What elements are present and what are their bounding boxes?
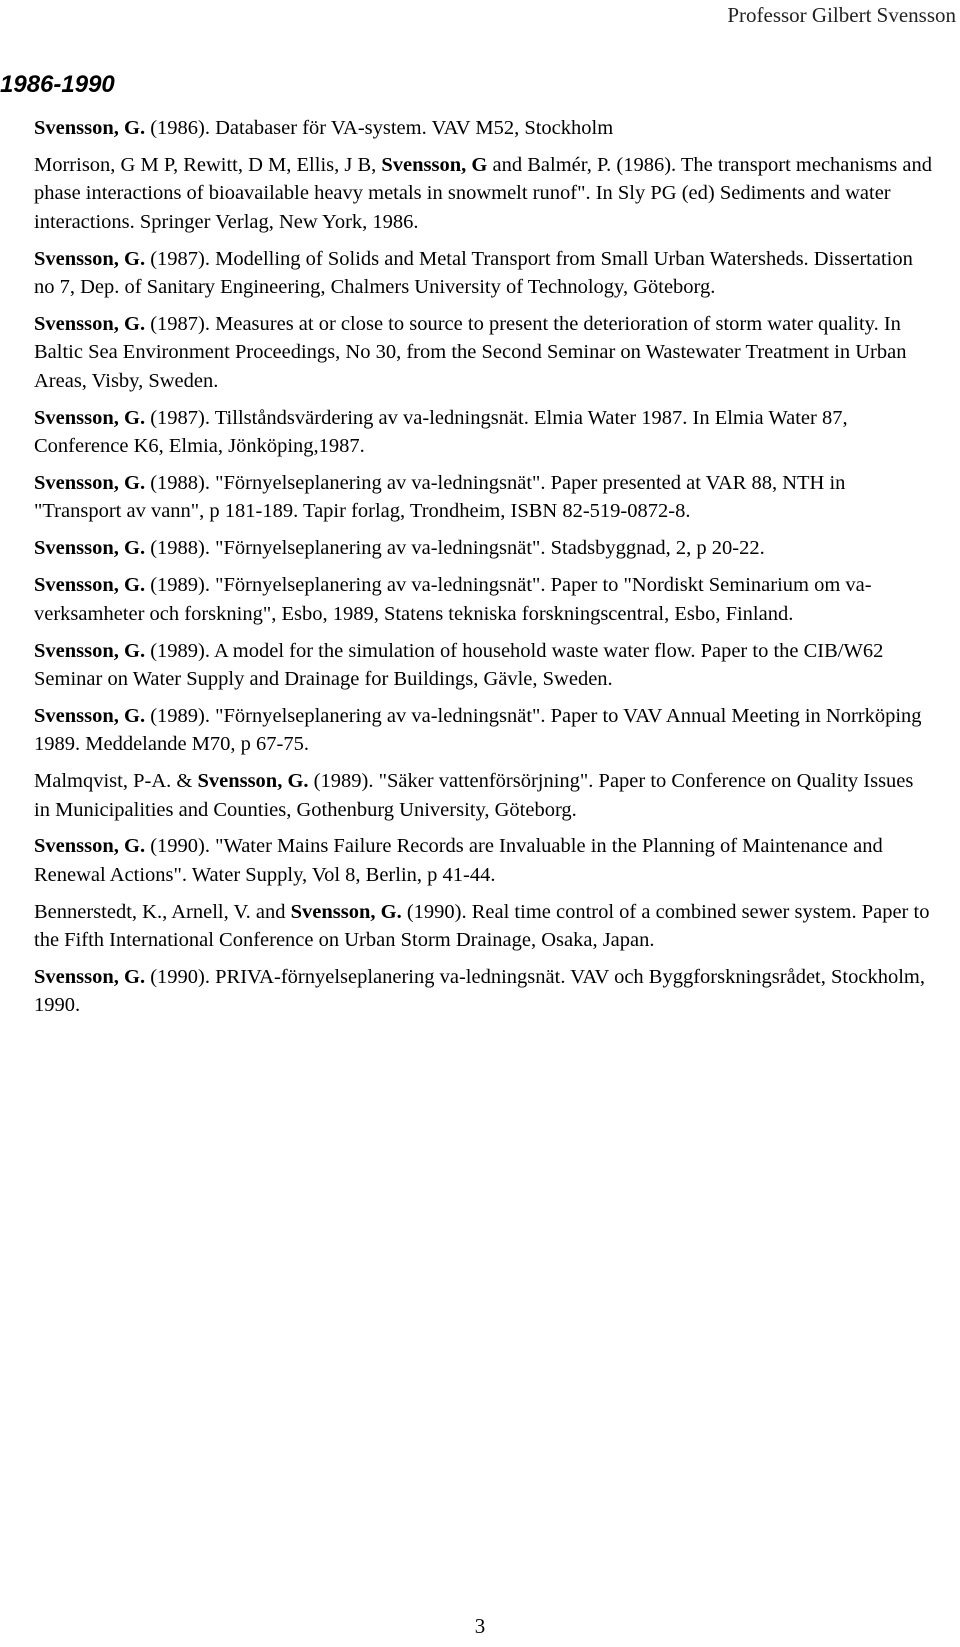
reference-author: Svensson, G. <box>34 704 146 727</box>
reference-text: (1990). "Water Mains Failure Records are Invaluable in the Planning of Maintenance and Renewal Actions". Water Supply, Vol 8, Berlin, p 41-44. <box>34 835 883 886</box>
reference-entry <box>34 404 934 461</box>
reference-text: (1988). "Förnyelseplanering av va-ledningsnät". Stadsbyggnad, 2, p 20-22. <box>145 537 765 560</box>
reference-entry <box>34 963 934 1020</box>
reference-entry <box>34 702 934 759</box>
reference-author: Svensson, G <box>381 153 488 176</box>
reference-entry <box>34 245 934 302</box>
reference-author: Svensson, G. <box>197 770 309 793</box>
page-number: 3 <box>474 1614 486 1638</box>
reference-text: (1987). Modelling of Solids and Metal Transport from Small Urban Watersheds. Dissertation no 7, Dep. of Sanitary Engineering, Chalmers University of Technology, Göteborg. <box>34 247 913 299</box>
reference-entry <box>34 767 934 824</box>
running-header: Professor Gilbert Svensson <box>727 3 956 27</box>
reference-entry <box>34 571 934 628</box>
reference-entry <box>34 114 934 142</box>
reference-text: (1989). "Förnyelseplanering av va-ledningsnät". Paper to VAV Annual Meeting in Norrköping 1989. Meddelande M70, p 67-75. <box>34 704 922 756</box>
reference-author: Svensson, G. <box>34 406 146 429</box>
reference-entry <box>34 898 934 955</box>
reference-author: Svensson, G. <box>34 835 146 858</box>
reference-coauthors: Bennerstedt, K., Arnell, V. and <box>34 900 291 923</box>
reference-text: (1990). Real time control of a combined sewer system. Paper to the Fifth International Conference on Urban Storm Drainage, Osaka, Japan. <box>34 900 930 952</box>
reference-text: (1990). PRIVA-förnyelseplanering va-ledningsnät. VAV och Byggforskningsrådet, Stockholm, 1990. <box>34 966 925 1017</box>
reference-text: (1987). Tillståndsvärdering av va-ledningsnät. Elmia Water 1987. In Elmia Water 87, Conference K6, Elmia, Jönköping,1987. <box>34 406 848 458</box>
reference-author: Svensson, G. <box>34 966 146 989</box>
reference-entry <box>34 310 934 395</box>
reference-list <box>34 114 934 1028</box>
reference-author: Svensson, G. <box>34 537 146 560</box>
section-title: 1986-1990 <box>0 71 115 98</box>
reference-coauthors: Malmqvist, P-A. & <box>34 770 198 793</box>
reference-author: Svensson, G. <box>34 574 146 597</box>
reference-author: Svensson, G. <box>34 312 146 335</box>
reference-author: Svensson, G. <box>34 117 146 139</box>
reference-author: Svensson, G. <box>34 471 146 494</box>
reference-entry <box>34 151 934 236</box>
reference-author: Svensson, G. <box>34 639 146 662</box>
reference-text: (1989). "Förnyelseplanering av va-ledningsnät". Paper to "Nordiskt Seminarium om va-verksamheter och forskning", Esbo, 1989, Statens tekniska forskningscentral, Esbo, Finland. <box>34 574 872 625</box>
reference-author: Svensson, G. <box>290 900 402 923</box>
reference-entry <box>34 534 934 562</box>
reference-author: Svensson, G. <box>34 247 146 270</box>
reference-text: (1987). Measures at or close to source to present the deterioration of storm water quality. In Baltic Sea Environment Proceedings, No 30, from the Second Seminar on Wastewater Treatment in Urban Areas, Visby, Sweden. <box>34 312 907 392</box>
reference-text: (1988). "Förnyelseplanering av va-ledningsnät". Paper presented at VAR 88, NTH in "Transport av vann", p 181-189. Tapir forlag, Trondheim, ISBN 82-519-0872-8. <box>34 471 846 523</box>
reference-text: (1986). Databaser för VA-system. VAV M52, Stockholm <box>145 117 614 139</box>
reference-entry <box>34 469 934 526</box>
reference-text: (1989). A model for the simulation of household waste water flow. Paper to the CIB/W62 Seminar on Water Supply and Drainage for Buildings, Gävle, Sweden. <box>34 639 884 690</box>
reference-text: (1989). "Säker vattenförsörjning". Paper to Conference on Quality Issues in Municipalities and Counties, Gothenburg University, Göteborg. <box>34 770 914 821</box>
reference-entry <box>34 637 934 694</box>
reference-text: and Balmér, P. (1986). The transport mechanisms and phase interactions of bioavailable heavy metals in snowmelt runof". In Sly PG (ed) Sediments and water interactions. Springer Verlag, New York, 1986. <box>34 153 932 233</box>
reference-entry <box>34 832 934 889</box>
reference-coauthors: Morrison, G M P, Rewitt, D M, Ellis, J B, <box>34 153 382 176</box>
